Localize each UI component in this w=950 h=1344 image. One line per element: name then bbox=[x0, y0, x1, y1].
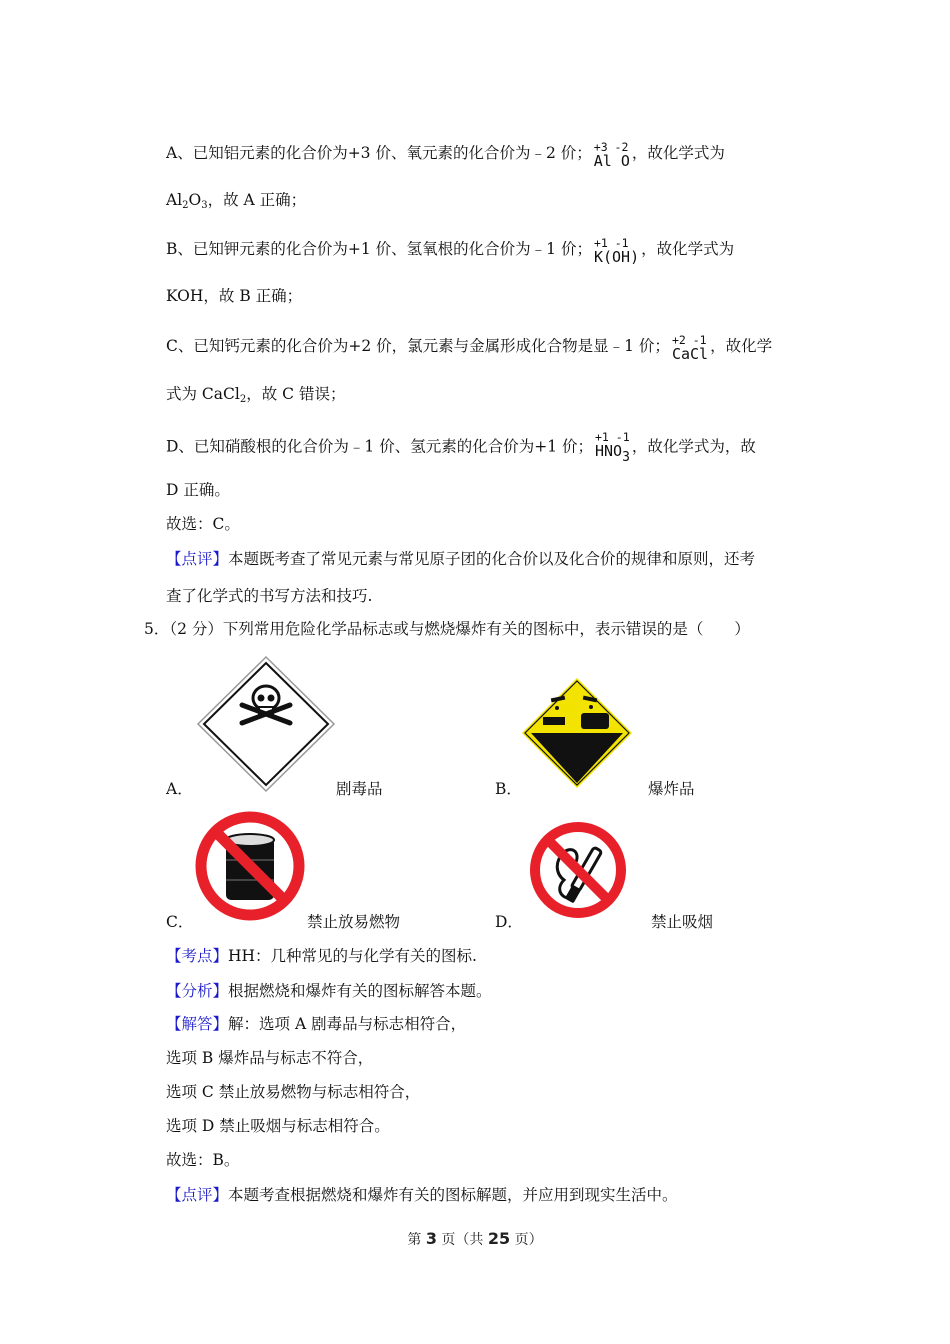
text: 式为 CaCl bbox=[166, 385, 240, 403]
text: D、已知硝酸根的化合价为﹣1 价、氢元素的化合价为+1 价； bbox=[166, 437, 593, 456]
option-a-label: 剧毒品 bbox=[336, 780, 383, 798]
text: C、已知钙元素的化合价为+2 价，氯元素与金属形成化合物是显﹣1 价； bbox=[166, 337, 670, 355]
answer-q5: 故选：B。 bbox=[166, 1151, 240, 1169]
option-c-analysis-line1 bbox=[166, 333, 772, 361]
option-a-letter: A． bbox=[166, 780, 193, 798]
valence-top: +2 -1 bbox=[671, 333, 707, 347]
jieda-line2: 选项 B 爆炸品与标志不符合， bbox=[166, 1049, 374, 1067]
text: ，故化学式为，故 bbox=[631, 437, 756, 456]
no-smoking-icon bbox=[526, 818, 630, 922]
valence-notation-al2o3 bbox=[594, 140, 630, 168]
valence-notation-hno3 bbox=[595, 430, 630, 465]
option-d-label: 禁止吸烟 bbox=[651, 913, 714, 931]
text: 页（共 bbox=[436, 1232, 488, 1248]
subscript: 3 bbox=[622, 450, 630, 465]
no-flammable-barrel-icon bbox=[194, 810, 306, 922]
option-a-analysis-line1 bbox=[166, 140, 725, 168]
option-b-analysis-line1 bbox=[166, 236, 734, 264]
text: ，故化学 bbox=[710, 337, 773, 355]
valence-top: +3 -2 bbox=[593, 140, 629, 154]
valence-formula: CaCl bbox=[671, 345, 709, 363]
option-c-letter: C． bbox=[166, 913, 194, 931]
option-b-analysis-line2: KOH，故 B 正确； bbox=[166, 287, 303, 305]
valence-notation-cacl bbox=[672, 333, 708, 361]
valence-top: +1 -1 bbox=[593, 236, 629, 250]
option-c-analysis-line2 bbox=[166, 384, 345, 404]
text: 第 bbox=[407, 1232, 426, 1248]
text: 解：选项 A 剧毒品与标志相符合， bbox=[228, 1015, 467, 1033]
corrosive-diamond-icon bbox=[521, 677, 633, 789]
option-d-analysis-line2: D 正确。 bbox=[166, 481, 230, 499]
review-tag: 【点评】 bbox=[166, 1186, 229, 1204]
kaodian-tag: 【考点】 bbox=[166, 947, 229, 965]
jieda-line1 bbox=[166, 1014, 466, 1034]
text: A、已知铝元素的化合价为+3 价、氧元素的化合价为﹣2 价； bbox=[166, 144, 592, 162]
option-a-analysis-line2 bbox=[166, 190, 306, 210]
valence-top: +1 -1 bbox=[595, 430, 630, 444]
review-q4-line2: 查了化学式的书写方法和技巧. bbox=[166, 587, 373, 605]
jieda-line4: 选项 D 禁止吸烟与标志相符合。 bbox=[166, 1117, 390, 1135]
text: ，故 C 错误； bbox=[246, 385, 346, 403]
jieda-line3: 选项 C 禁止放易燃物与标志相符合， bbox=[166, 1083, 421, 1101]
subscript: 2 bbox=[239, 394, 247, 405]
review-tag: 【点评】 bbox=[166, 550, 229, 568]
option-d-analysis-line1 bbox=[166, 430, 756, 465]
fenxi-tag: 【分析】 bbox=[166, 982, 229, 1000]
text: ，故化学式为 bbox=[641, 240, 735, 258]
text: 根据燃烧和爆炸有关的图标解答本题。 bbox=[228, 982, 492, 1000]
page-footer bbox=[0, 1229, 950, 1249]
skull-crossbones-diamond-icon bbox=[196, 655, 336, 793]
valence-notation-koh bbox=[594, 236, 639, 264]
page-number: 3 bbox=[425, 1229, 437, 1248]
subscript: 3 bbox=[201, 200, 208, 211]
valence-formula: HNO bbox=[595, 442, 623, 460]
option-d-letter: D． bbox=[495, 913, 523, 931]
text: O bbox=[188, 191, 202, 209]
question-5-stem: 5．（2 分）下列常用危险化学品标志或与燃烧爆炸有关的图标中，表示错误的是（ ） bbox=[144, 620, 750, 638]
text: Al bbox=[166, 191, 183, 209]
text: 本题考查根据燃烧和爆炸有关的图标解题，并应用到现实生活中。 bbox=[228, 1186, 678, 1204]
answer-q4: 故选：C。 bbox=[166, 515, 240, 533]
fenxi-line bbox=[166, 981, 492, 1001]
option-b-label: 爆炸品 bbox=[648, 780, 695, 798]
text: ，故 A 正确； bbox=[207, 191, 307, 209]
text: 页） bbox=[510, 1232, 543, 1248]
text: HH：几种常见的与化学有关的图标. bbox=[228, 947, 477, 965]
text: ，故化学式为 bbox=[631, 144, 725, 162]
kaodian-line bbox=[166, 946, 477, 966]
option-c-label: 禁止放易燃物 bbox=[307, 913, 401, 931]
text: 本题既考查了常见元素与常见原子团的化合价以及化合价的规律和原则，还考 bbox=[228, 550, 756, 568]
valence-formula: K(OH) bbox=[593, 248, 640, 266]
valence-formula: Al O bbox=[593, 152, 630, 170]
page-total: 25 bbox=[487, 1229, 511, 1248]
review-q4-line1 bbox=[166, 549, 755, 569]
review-q5 bbox=[166, 1185, 678, 1205]
jieda-tag: 【解答】 bbox=[166, 1015, 229, 1033]
text: B、已知钾元素的化合价为+1 价、氢氧根的化合价为﹣1 价； bbox=[166, 240, 592, 258]
subscript: 2 bbox=[182, 200, 189, 211]
option-b-letter: B． bbox=[495, 780, 522, 798]
